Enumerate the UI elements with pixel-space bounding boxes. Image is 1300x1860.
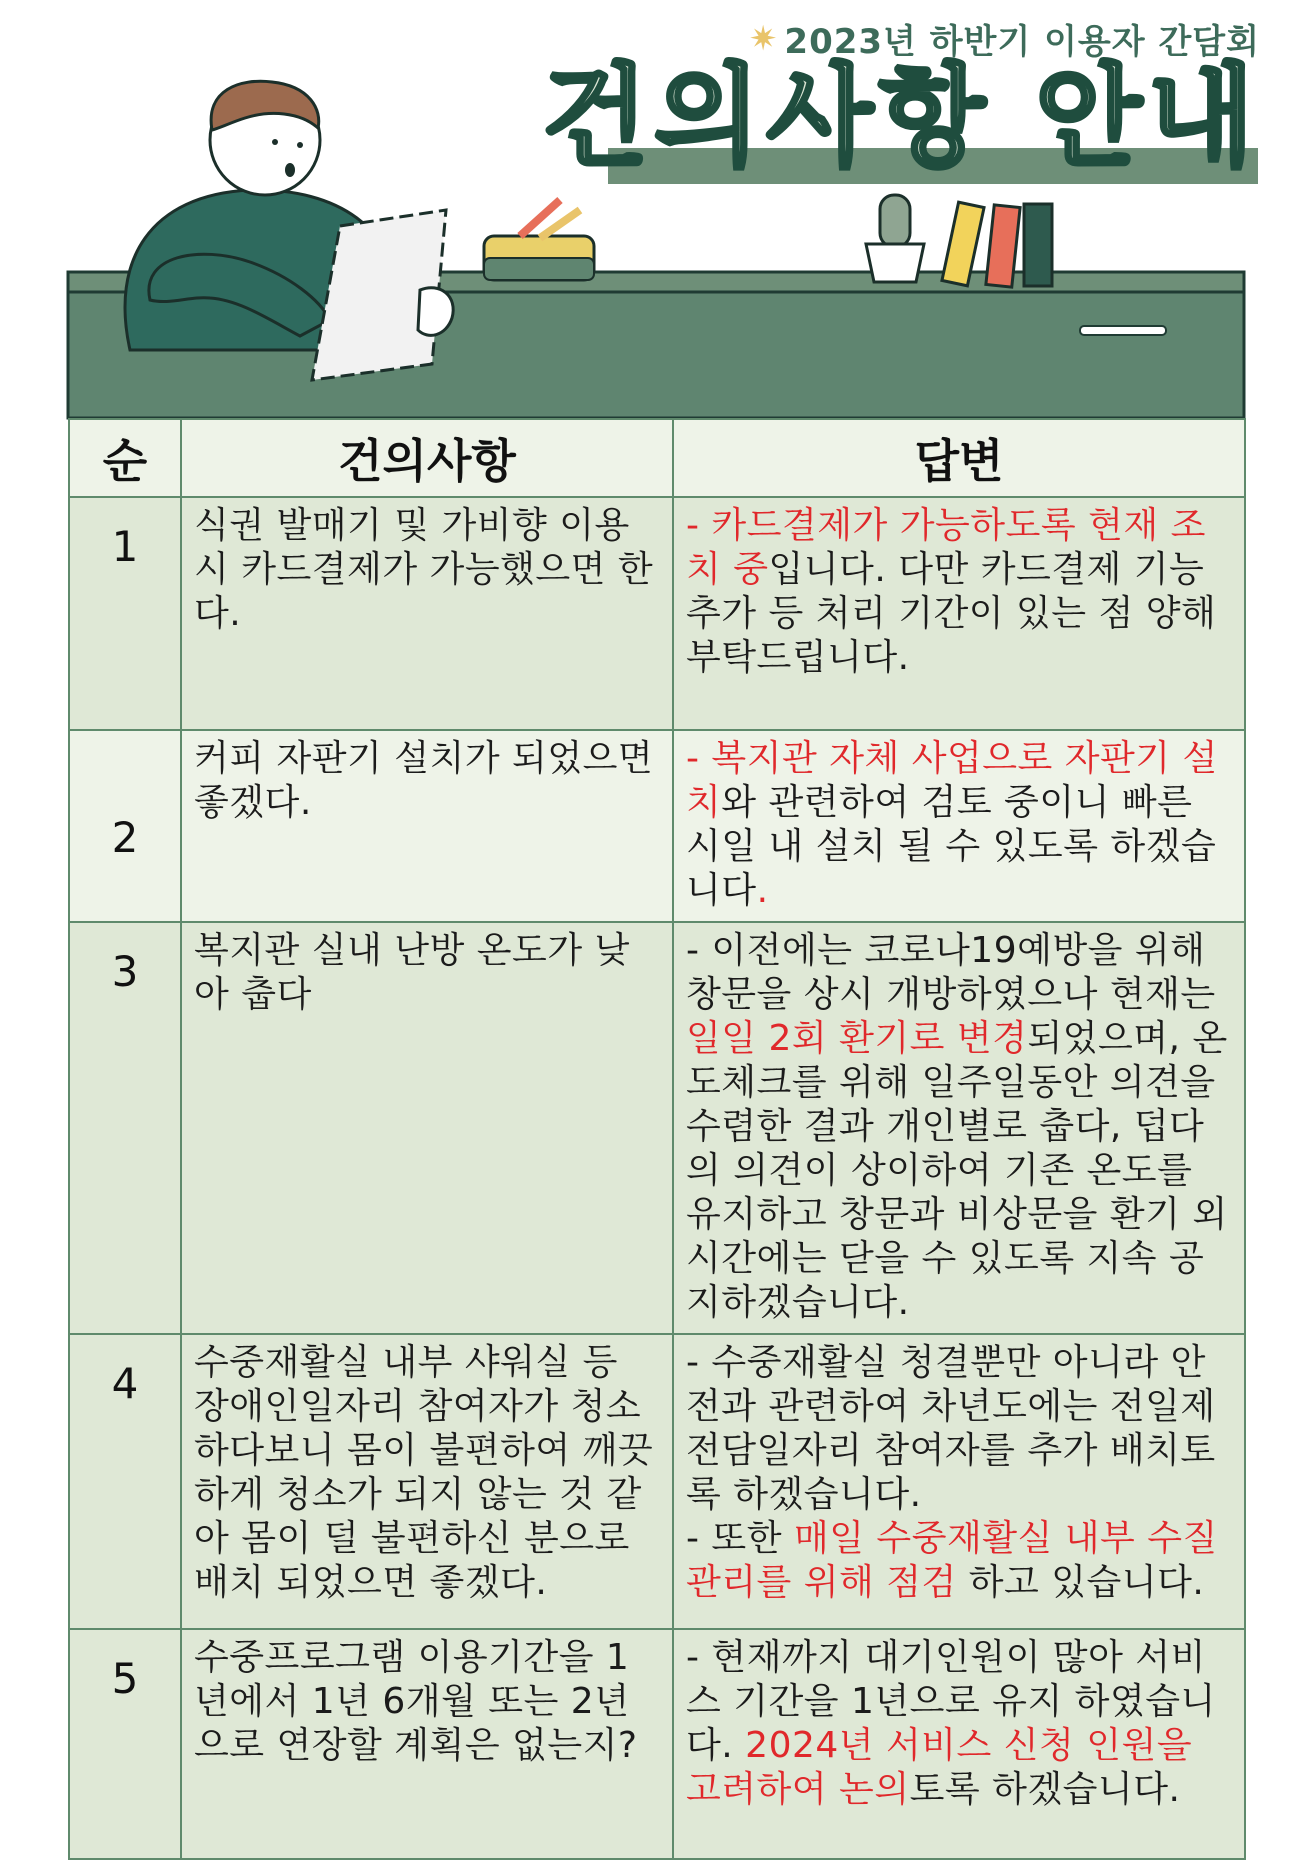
table-header-row [69, 419, 1245, 497]
person-hand [418, 288, 453, 336]
answer-highlight: - 카드결제가 가능하도록 현재 조치 중 [686, 505, 1206, 590]
answer-highlight: 2024년 서비스 신청 인원을 고려하여 논의 [686, 1725, 1193, 1810]
answer-segment: 되었으며, 온도체크를 위해 일주일동안 의견을 수렴한 결과 개인별로 춥다, 덥다의 의견이 상이하여 기존 온도를 유지하고 창문과 비상문을 환기 외 시간에는 닫을 수 있도록 지속 공지하겠습니다. [686, 1018, 1228, 1323]
row-number: 1 [69, 497, 181, 730]
table-row [69, 922, 1245, 1334]
table-row [69, 730, 1245, 922]
header-number: 순 [69, 419, 181, 497]
person-eye-left [272, 139, 278, 145]
answer-highlight: 매일 수중재활실 내부 수질관리를 위해 점검 [686, 1518, 1218, 1603]
answer-highlight: . [756, 870, 769, 911]
suggestion-table [68, 418, 1246, 1860]
event-subtitle-text: 2023년 하반기 이용자 간담회 [784, 22, 1260, 62]
person-mouth [285, 163, 295, 177]
answer-segment: 하고 있습니다. [956, 1562, 1205, 1603]
answer-text [673, 922, 1245, 1334]
answer-text [673, 730, 1245, 922]
answer-segment: - 현재까지 대기인원이 많아 서비스 기간을 1년으로 유지 하였습니다. [686, 1637, 1216, 1766]
answer-segment: 입니다. 다만 카드결제 기능 추가 등 처리 기간이 있는 점 양해 부탁드립니다. [686, 549, 1217, 678]
answer-text [673, 1629, 1245, 1859]
page-title: 건의사항 안내 [542, 53, 1260, 181]
reading-person-illustration [0, 0, 1300, 430]
cactus-body [880, 195, 910, 247]
suggestion-text: 복지관 실내 난방 온도가 낮아 춥다 [181, 922, 673, 1334]
header-answer: 답변 [673, 419, 1245, 497]
answer-segment: 토록 하겠습니다. [909, 1769, 1181, 1810]
answer-highlight: - 복지관 자체 사업으로 자판기 설치 [686, 738, 1218, 823]
table-row [69, 1334, 1245, 1629]
answer-text [673, 1334, 1245, 1629]
answer-segment: - 이전에는 코로나19예방을 위해 창문을 상시 개방하였으나 현재는 [686, 930, 1216, 1015]
person-eye-right [297, 142, 303, 148]
row-number: 4 [69, 1334, 181, 1629]
answer-highlight: 일일 2회 환기로 변경 [686, 1018, 1028, 1059]
desk-drawer-handle [1080, 326, 1166, 335]
binder-green [1024, 204, 1052, 286]
suggestion-text: 커피 자판기 설치가 되었으면 좋겠다. [181, 730, 673, 922]
suggestion-text: 식권 발매기 및 가비향 이용시 카드결제가 가능했으면 한다. [181, 497, 673, 730]
cactus-pot [866, 244, 924, 282]
pencil-case-stripe [484, 258, 594, 280]
suggestion-text: 수중재활실 내부 샤워실 등 장애인일자리 참여자가 청소하다보니 몸이 불편하여 깨끗하게 청소가 되지 않는 것 같아 몸이 덜 불편하신 분으로 배치 되었으면 좋겠다. [181, 1334, 673, 1629]
answer-text [673, 497, 1245, 730]
suggestion-text: 수중프로그램 이용기간을 1년에서 1년 6개월 또는 2년으로 연장할 계획은 없는지? [181, 1629, 673, 1859]
header-suggestion: 건의사항 [181, 419, 673, 497]
sparkle-icon: ✷ [748, 18, 779, 59]
row-number: 2 [69, 730, 181, 922]
table-row [69, 497, 1245, 730]
row-number: 3 [69, 922, 181, 1334]
answer-segment: - 수중재활실 청결뿐만 아니라 안전과 관련하여 차년도에는 전일제 전담일자리 참여자를 추가 배치토록 하겠습니다. [686, 1342, 1216, 1515]
row-number: 5 [69, 1629, 181, 1859]
answer-segment: - 또한 [686, 1518, 794, 1559]
table-row [69, 1629, 1245, 1859]
answer-segment: 와 관련하여 검토 중이니 빠른 시일 내 설치 될 수 있도록 하겠습니다 [686, 782, 1217, 911]
